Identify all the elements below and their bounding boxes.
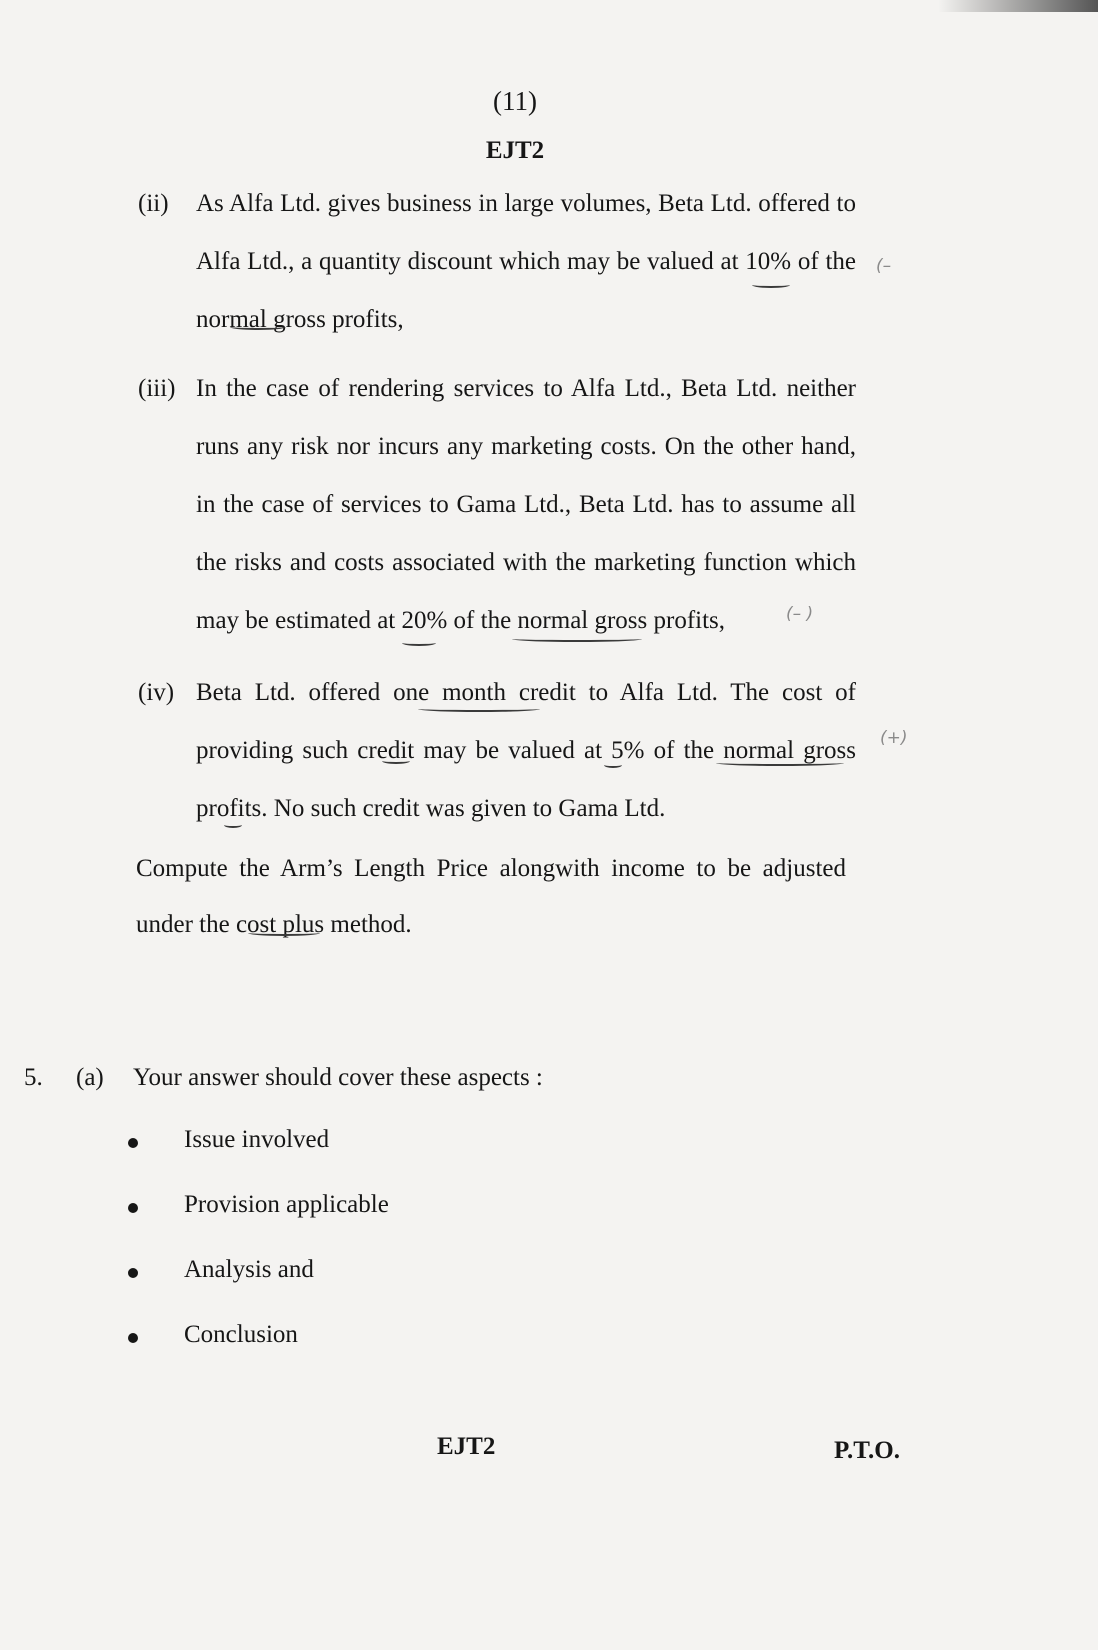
margin-note: (– — [876, 256, 892, 276]
footer-paper-code: EJT2 — [437, 1433, 496, 1460]
pen-underline-mark — [230, 324, 286, 330]
question-text: Compute the Arm’s Length Price alongwith income to be adjusted under the cost plus method. — [136, 855, 846, 938]
pen-underline-mark — [402, 640, 436, 646]
pen-underline-mark — [382, 758, 410, 764]
margin-note: (– ) — [786, 604, 814, 624]
aspect-label: Analysis and — [184, 1256, 314, 1283]
pen-underline-mark — [224, 822, 242, 828]
page-edge-shadow — [938, 0, 1098, 12]
pen-underline-mark — [604, 762, 622, 768]
pen-underline-mark — [248, 930, 320, 936]
aspect-label: Issue involved — [184, 1126, 330, 1153]
please-turn-over-label: P.T.O. — [834, 1437, 900, 1464]
page-number: (11) — [493, 86, 537, 116]
sub-question-text: Your answer should cover these aspects : — [133, 1064, 543, 1091]
item-number: (iii) — [138, 375, 176, 402]
item-text: In the case of rendering services to Alfa Ltd., Beta Ltd. neither runs any risk nor incurs any marketing costs. On the other hand, in the case of services to Gama Ltd., Beta Ltd. has to assume all the risks and costs associated with the marketing function which may be estimated at 20% of the normal gross profits, — [196, 375, 856, 634]
paper-code-header: EJT2 — [485, 137, 545, 164]
item-text: Beta Ltd. offered one month credit to Alfa Ltd. The cost of providing such credit may be valued at 5% of the normal gross profits. No such credit was given to Gama Ltd. — [196, 679, 856, 822]
bullet-icon — [128, 1203, 138, 1213]
bullet-icon — [128, 1138, 138, 1148]
bullet-icon — [128, 1268, 138, 1278]
question-number: 5. — [24, 1064, 43, 1091]
aspect-label: Provision applicable — [184, 1191, 389, 1218]
sub-question-label: (a) — [76, 1064, 104, 1091]
item-number: (ii) — [138, 190, 169, 217]
item-number: (iv) — [138, 679, 175, 706]
aspect-label: Conclusion — [184, 1321, 298, 1348]
bullet-icon — [128, 1333, 138, 1343]
pen-underline-mark — [418, 706, 540, 712]
pen-underline-mark — [512, 636, 642, 642]
margin-note: (+) — [880, 728, 908, 748]
pen-underline-mark — [716, 760, 844, 766]
item-text: As Alfa Ltd. gives business in large volumes, Beta Ltd. offered to Alfa Ltd., a quantity discount which may be valued at 10% of the normal gross profits, — [196, 190, 856, 333]
pen-underline-mark — [752, 282, 790, 288]
